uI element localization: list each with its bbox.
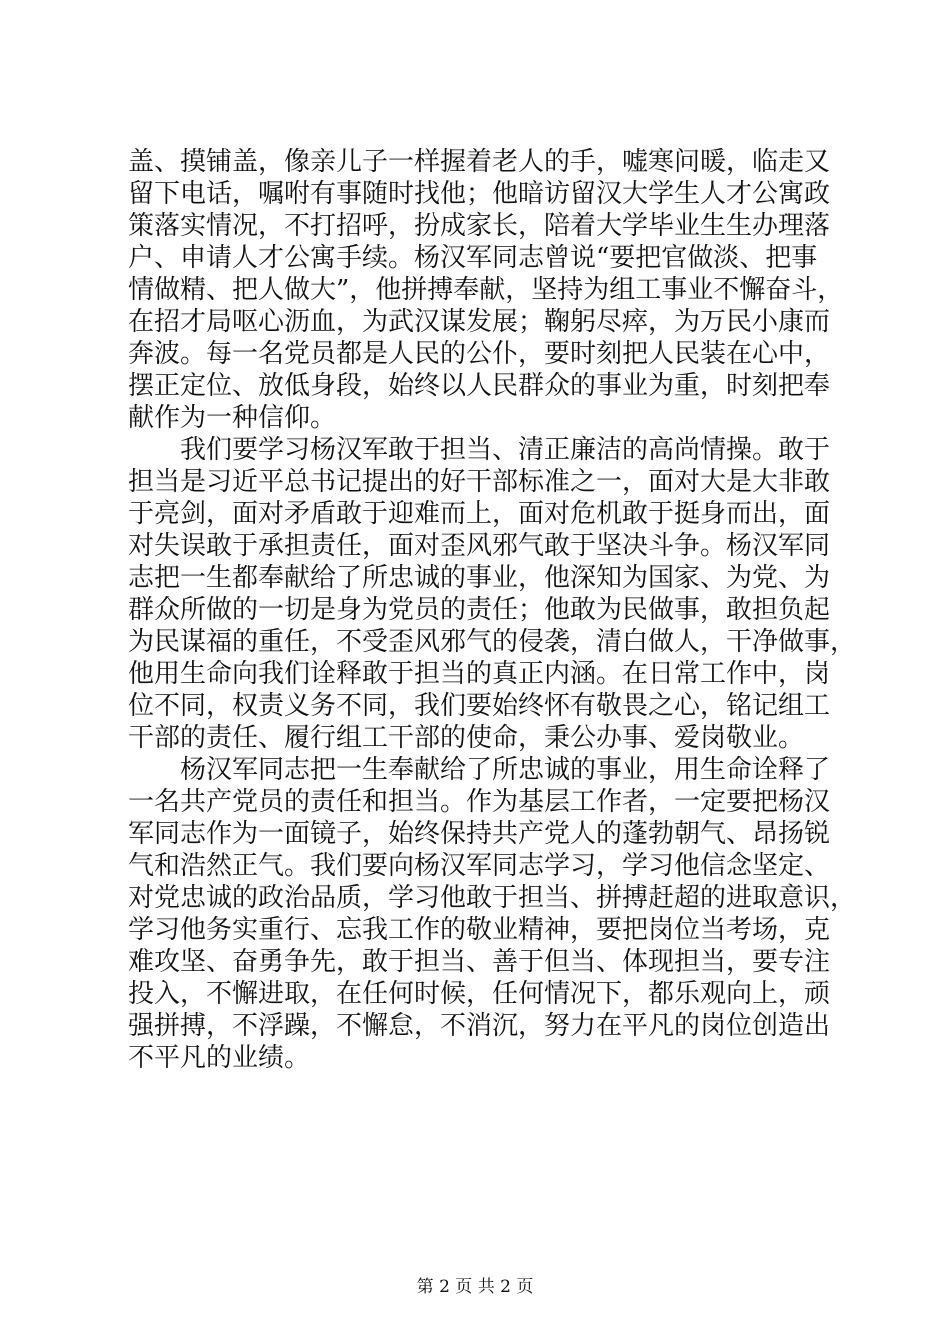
text-line: 在招才局呕心沥血，为武汉谋发展；鞠躬尽瘁，为万民小康而 — [128, 307, 831, 337]
text-line: 担当是习近平总书记提出的好干部标准之一，面对大是大非敢 — [128, 467, 831, 497]
text-line: 献作为一种信仰。 — [128, 403, 337, 433]
text-line: 盖、摸铺盖，像亲儿子一样握着老人的手，嘘寒问暖，临走又 — [128, 147, 831, 177]
text-line: 军同志作为一面镜子，始终保持共产党人的蓬勃朝气、昂扬锐 — [128, 819, 831, 849]
text-line: 不平凡的业绩。 — [128, 1043, 311, 1073]
text-line: 他用生命向我们诠释敢于担当的真正内涵。在日常工作中，岗 — [128, 659, 831, 689]
text-line: 群众所做的一切是身为党员的责任；他敢为民做事，敢担负起 — [128, 595, 831, 625]
text-line: 学习他务实重行、忘我工作的敬业精神，要把岗位当考场，克 — [128, 915, 831, 945]
text-line: 杨汉军同志把一生奉献给了所忠诚的事业，用生命诠释了 — [128, 755, 831, 785]
text-line: 情做精、把人做大”，他拼搏奉献，坚持为组工事业不懈奋斗， — [128, 275, 844, 305]
text-line: 位不同，权责义务不同，我们要始终怀有敬畏之心，铭记组工 — [128, 691, 831, 721]
text-line: 为民谋福的重任，不受歪风邪气的侵袭，清白做人，干净做事， — [128, 627, 857, 657]
text-line: 干部的责任、履行组工干部的使命，秉公办事、爱岗敬业。 — [128, 723, 805, 753]
text-line: 我们要学习杨汉军敢于担当、清正廉洁的高尚情操。敢于 — [128, 435, 831, 465]
text-line: 对党忠诚的政治品质，学习他敢于担当、拼搏赶超的进取意识， — [128, 883, 857, 913]
text-line: 摆正定位、放低身段，始终以人民群众的事业为重，时刻把奉 — [128, 371, 831, 401]
text-line: 于亮剑，面对矛盾敢于迎难而上，面对危机敢于挺身而出，面 — [128, 499, 831, 529]
text-line: 策落实情况，不打招呼，扮成家长，陪着大学毕业生生办理落 — [128, 211, 831, 241]
text-line: 气和浩然正气。我们要向杨汉军同志学习，学习他信念坚定、 — [128, 851, 831, 881]
text-line: 志把一生都奉献给了所忠诚的事业，他深知为国家、为党、为 — [128, 563, 831, 593]
page-footer: 第 2 页 共 2 页 — [416, 1277, 534, 1297]
text-line: 留下电话，嘱咐有事随时找他；他暗访留汉大学生人才公寓政 — [128, 179, 831, 209]
text-line: 难攻坚、奋勇争先，敢于担当、善于但当、体现担当，要专注 — [128, 947, 831, 977]
text-line: 户、申请人才公寓手续。杨汉军同志曾说“要把官做淡、把事 — [128, 243, 818, 273]
body-text — [128, 146, 857, 1074]
text-line: 奔波。每一名党员都是人民的公仆，要时刻把人民装在心中， — [128, 339, 831, 369]
text-line: 对失误敢于承担责任，面对歪风邪气敢于坚决斗争。杨汉军同 — [128, 531, 831, 561]
text-line: 强拼搏，不浮躁，不懈怠，不消沉，努力在平凡的岗位创造出 — [128, 1011, 831, 1041]
text-line: 一名共产党员的责任和担当。作为基层工作者，一定要把杨汉 — [128, 787, 831, 817]
text-line: 投入，不懈进取，在任何时候，任何情况下，都乐观向上，顽 — [128, 979, 831, 1009]
